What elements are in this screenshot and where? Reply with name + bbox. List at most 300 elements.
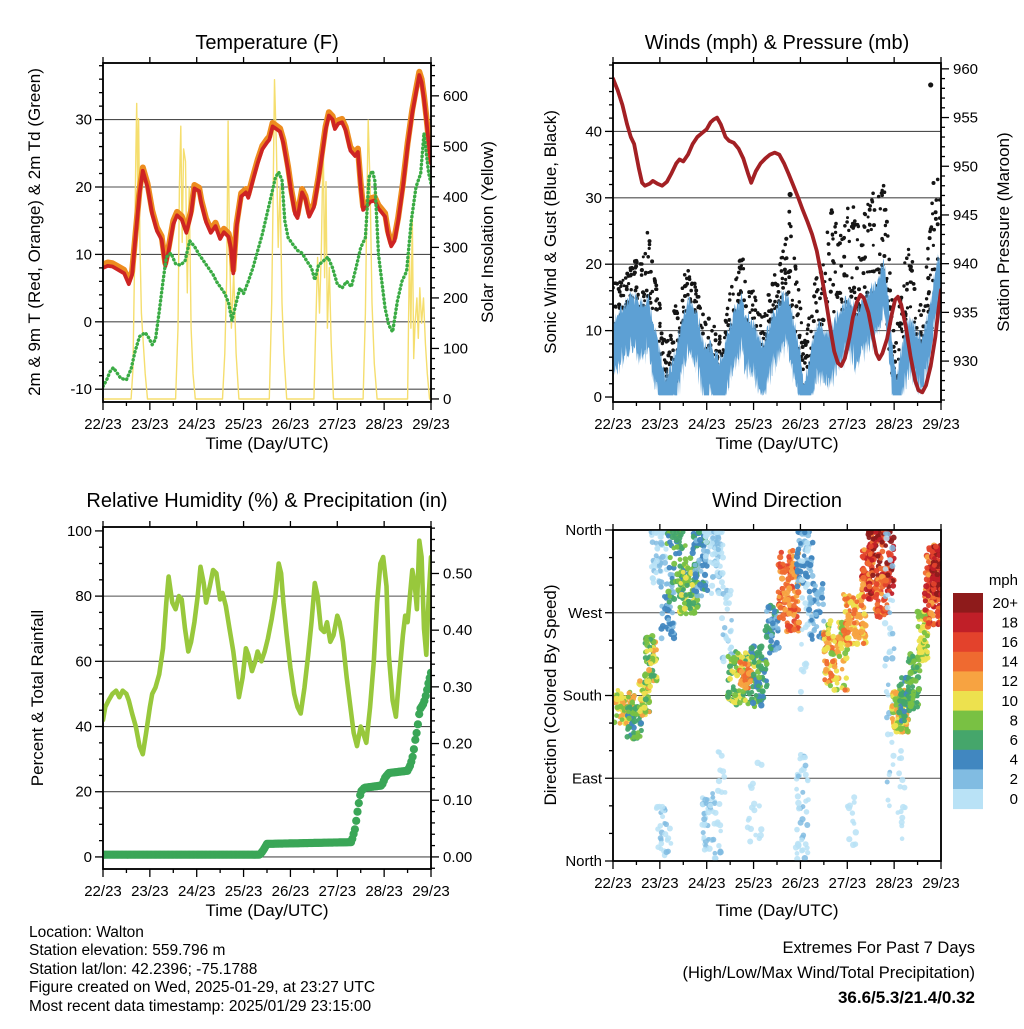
gust-dot xyxy=(791,299,794,302)
wind-direction-dot xyxy=(742,661,747,666)
wind-direction-dot xyxy=(898,748,904,754)
wind-direction-dot xyxy=(689,611,694,616)
gust-dot xyxy=(888,271,892,275)
wind-direction-dot xyxy=(720,543,725,548)
temperature-ylabel-left: 2m & 9m T (Red, Orange) & 2m Td (Green) xyxy=(25,68,44,396)
y2-tick-label: 0.50 xyxy=(443,565,473,583)
x-tick-label: 25/23 xyxy=(734,875,773,892)
gust-outlier-dot xyxy=(928,82,933,87)
wind-direction-dot xyxy=(743,650,748,655)
wind-direction-dot xyxy=(922,607,928,613)
colorbar-label: 2 xyxy=(1009,771,1018,789)
gust-dot xyxy=(846,216,849,219)
gust-dot xyxy=(926,276,930,280)
gust-dot xyxy=(934,210,938,214)
gust-dot xyxy=(701,313,705,317)
gust-dot xyxy=(790,303,794,307)
y2-tick-label: 0 xyxy=(443,390,452,408)
wind-direction-dot xyxy=(732,700,737,705)
gust-dot xyxy=(784,282,788,286)
humidity-precip-chart xyxy=(67,521,472,900)
gust-dot xyxy=(907,253,910,256)
gust-dot xyxy=(929,274,932,277)
wind-direction-dot xyxy=(805,548,811,554)
wind-direction-dot xyxy=(832,639,837,644)
wind-direction-dot xyxy=(701,830,706,835)
wind-direction-dot xyxy=(887,803,892,808)
gust-dot xyxy=(650,259,654,263)
wind-direction-dot xyxy=(934,577,940,583)
wind-direction-dot xyxy=(659,841,665,847)
gust-dot xyxy=(801,352,805,356)
gust-dot xyxy=(714,332,718,336)
gust-dot xyxy=(674,304,678,308)
wind-direction-dot xyxy=(668,594,673,599)
gust-dot xyxy=(751,303,754,306)
wind-direction-dot xyxy=(703,539,709,545)
wind-direction-dot xyxy=(658,626,664,632)
y2-tick-label: 0.40 xyxy=(443,622,473,640)
gust-dot xyxy=(753,296,757,300)
gust-dot xyxy=(838,241,842,245)
wind-direction-dot xyxy=(781,617,786,622)
wind-direction-dot xyxy=(883,577,889,583)
wind-direction-dot xyxy=(708,560,713,565)
temperature-xlabel: Time (Day/UTC) xyxy=(205,434,329,453)
wind-direction-dot xyxy=(681,570,686,575)
gust-dot xyxy=(815,309,819,313)
wind-direction-dot xyxy=(845,596,850,601)
wind-direction-dot xyxy=(886,798,891,803)
wind-direction-dot xyxy=(861,641,866,646)
gust-dot xyxy=(742,267,745,270)
wind-direction-dot xyxy=(911,693,916,698)
gust-dot xyxy=(783,268,787,272)
wind-direction-chart xyxy=(563,522,960,892)
wind-direction-dot xyxy=(898,809,903,814)
colorbar-swatch xyxy=(953,652,983,672)
wind-direction-dot xyxy=(671,596,677,602)
wind-direction-dot xyxy=(737,700,743,706)
wind-direction-dot xyxy=(777,564,782,569)
gust-dot xyxy=(806,327,810,331)
wind-direction-dot xyxy=(654,570,659,575)
gust-dot xyxy=(885,220,889,224)
wind-direction-dot xyxy=(764,679,769,684)
gust-dot xyxy=(882,254,886,258)
wind-direction-dot xyxy=(777,595,782,600)
gust-dot xyxy=(640,268,644,272)
wind-direction-dot xyxy=(824,661,829,666)
wind-direction-dot xyxy=(802,553,807,558)
gust-dot xyxy=(928,236,932,240)
gust-dot xyxy=(832,261,836,265)
gust-dot xyxy=(842,236,846,240)
wind-direction-dot xyxy=(717,822,723,828)
gust-dot xyxy=(796,312,800,316)
y2-tick-label: 960 xyxy=(953,60,979,78)
wind-direction-dot xyxy=(716,778,722,784)
wind-direction-dot xyxy=(851,794,857,800)
wind-direction-dot xyxy=(718,829,723,834)
wind-direction-dot xyxy=(769,633,774,638)
wind-direction-dot xyxy=(729,618,734,623)
wind-direction-dot xyxy=(654,553,659,558)
wind-direction-dot xyxy=(671,561,677,567)
y2-tick-label: 945 xyxy=(953,206,979,224)
wind-direction-dot xyxy=(697,537,703,543)
wind-direction-dot xyxy=(683,543,688,548)
wind-direction-dot xyxy=(840,667,845,672)
wind-direction-dot xyxy=(790,548,796,554)
colorbar-label: 0 xyxy=(1009,790,1018,808)
gust-dot xyxy=(906,306,909,309)
gust-dot xyxy=(625,287,629,291)
wind-direction-dot xyxy=(916,687,922,693)
gust-dot xyxy=(737,271,741,275)
gust-dot xyxy=(856,238,859,241)
wind-direction-dot xyxy=(834,649,840,655)
wind-direction-dot xyxy=(885,731,891,737)
figure-created-timestamp: Figure created on Wed, 2025-01-29, at 23:27 UTC xyxy=(29,979,376,996)
temperature-title: Temperature (F) xyxy=(195,32,339,54)
gust-dot xyxy=(853,219,857,223)
wind-direction-dot xyxy=(626,710,631,715)
wind-direction-dot xyxy=(855,599,860,604)
wind-direction-dot xyxy=(858,629,864,635)
wind-direction-dot xyxy=(696,558,702,564)
gust-dot xyxy=(809,330,812,333)
wind-direction-dot xyxy=(803,841,809,847)
wind-direction-dot xyxy=(709,583,715,589)
gust-dot xyxy=(913,321,916,324)
gust-dot xyxy=(635,285,639,289)
wind-direction-dot xyxy=(875,608,881,614)
gust-dot xyxy=(840,297,844,301)
gust-dot xyxy=(831,237,834,240)
gust-dot xyxy=(902,284,905,287)
wind-direction-dot xyxy=(748,679,753,684)
colorbar-label: 16 xyxy=(1001,634,1018,651)
wind-direction-dot xyxy=(676,550,682,556)
gust-dot xyxy=(669,337,673,341)
wind-direction-dot xyxy=(620,717,625,722)
gust-dot xyxy=(798,300,802,304)
wind-direction-dot xyxy=(749,805,755,811)
gust-dot xyxy=(912,282,916,286)
wind-direction-dot xyxy=(916,614,921,619)
gust-dot xyxy=(878,252,882,256)
gust-dot xyxy=(759,324,762,327)
gust-dot xyxy=(930,225,934,229)
precip-dot xyxy=(353,808,361,816)
wind-direction-dot xyxy=(874,568,880,574)
wind-direction-dot xyxy=(651,673,656,678)
wind-direction-dot xyxy=(721,632,726,637)
wind-direction-dot xyxy=(910,684,915,689)
gust-dot xyxy=(840,301,843,304)
wind-direction-dot xyxy=(868,544,874,550)
gust-dot xyxy=(882,184,886,188)
wind-direction-dot xyxy=(685,565,690,570)
wind-direction-dot xyxy=(899,777,905,783)
wind-direction-dot xyxy=(644,638,650,644)
gust-dot xyxy=(833,225,837,229)
wind-direction-dot xyxy=(828,683,833,688)
wind-direction-dot xyxy=(756,675,762,681)
precip-dot xyxy=(409,753,417,761)
wind-direction-dot xyxy=(646,667,652,673)
gust-dot xyxy=(619,285,622,288)
gust-dot xyxy=(872,223,876,227)
wind-direction-dot xyxy=(915,609,921,615)
wind-direction-dot xyxy=(908,701,914,707)
wind-direction-dot xyxy=(926,559,931,564)
gust-dot xyxy=(797,288,801,292)
wind-direction-dot xyxy=(905,728,911,734)
gust-dot xyxy=(686,282,690,286)
gust-dot xyxy=(850,276,853,279)
wind-direction-dot xyxy=(748,826,754,832)
wind-direction-dot xyxy=(681,587,686,592)
y-tick-label: 40 xyxy=(585,123,602,141)
y-tick-label: 0 xyxy=(83,313,92,331)
gust-dot xyxy=(787,210,791,214)
extremes-subtitle: (High/Low/Max Wind/Total Precipitation) xyxy=(682,964,975,982)
gust-dot xyxy=(872,244,875,247)
wind-direction-dot xyxy=(721,774,727,780)
gust-dot xyxy=(701,332,705,336)
gust-dot xyxy=(794,304,798,308)
wind-direction-dot xyxy=(747,816,752,821)
gust-dot xyxy=(926,247,930,251)
wind-direction-dot xyxy=(828,650,834,656)
wind-direction-dot xyxy=(786,585,792,591)
gust-dot xyxy=(725,313,729,317)
x-tick-label: 23/23 xyxy=(131,883,169,900)
wind-direction-dot xyxy=(703,553,709,559)
gust-dot xyxy=(751,308,754,311)
wind-direction-dot xyxy=(715,535,721,541)
wind-direction-dot xyxy=(926,603,931,608)
gust-dot xyxy=(901,330,904,333)
gust-dot xyxy=(884,224,887,227)
wind-direction-dot xyxy=(638,696,644,702)
wind-direction-dot xyxy=(781,586,786,591)
wind-direction-dot xyxy=(908,670,914,676)
gust-dot xyxy=(635,260,639,264)
wind-direction-dot xyxy=(668,555,673,560)
wind-direction-dot xyxy=(926,593,931,598)
gust-dot xyxy=(693,285,697,289)
y-tick-label: 60 xyxy=(75,653,92,671)
gust-dot xyxy=(815,276,819,280)
colorbar-swatch xyxy=(953,769,983,789)
wind-direction-dot xyxy=(823,669,828,674)
wind-direction-dot xyxy=(666,849,671,854)
wind-direction-dot xyxy=(850,810,855,815)
wind-direction-dot xyxy=(897,756,902,761)
wind-direction-dot xyxy=(837,654,842,659)
y2-tick-label: 0.10 xyxy=(443,792,473,810)
gust-dot xyxy=(909,305,912,308)
wind-direction-dot xyxy=(716,749,721,754)
wind-direction-dot xyxy=(890,583,896,589)
wind-direction-dot xyxy=(805,850,810,855)
gust-dot xyxy=(794,267,798,271)
colorbar-swatch xyxy=(953,750,983,770)
wind-direction-dot xyxy=(917,658,922,663)
gust-dot xyxy=(935,198,939,202)
gust-dot xyxy=(775,283,779,287)
gust-dot xyxy=(785,256,789,260)
wind-direction-dot xyxy=(795,793,801,799)
wind-direction-dot xyxy=(747,839,753,845)
y2-tick-label: 950 xyxy=(953,158,979,176)
gust-dot xyxy=(736,276,739,279)
wind-direction-dot xyxy=(722,625,727,630)
gust-dot xyxy=(913,287,917,291)
wind-direction-dot xyxy=(770,620,776,626)
gust-dot xyxy=(831,211,835,215)
wind-direction-dot xyxy=(892,646,897,651)
wind-direction-dot xyxy=(668,622,673,627)
wind-direction-dot xyxy=(799,768,805,774)
gust-dot xyxy=(814,301,818,305)
wind-direction-dot xyxy=(667,599,672,604)
wind-direction-dot xyxy=(887,610,892,615)
gust-dot xyxy=(752,290,755,293)
wind-direction-dot xyxy=(756,684,761,689)
wind-direction-dot xyxy=(778,605,784,611)
colorbar-label: 12 xyxy=(1001,673,1018,691)
wind-direction-dot xyxy=(758,702,764,708)
gust-dot xyxy=(793,257,797,261)
wind-direction-dot xyxy=(682,606,688,612)
wind-direction-dot xyxy=(654,804,660,810)
wind-direction-dot xyxy=(926,620,932,626)
wind-direction-dot xyxy=(830,659,836,665)
wind-direction-dot xyxy=(658,540,664,546)
gust-dot xyxy=(849,295,853,299)
y-tick-label: 30 xyxy=(75,111,92,129)
gust-dot xyxy=(789,225,793,229)
y2-tick-label: 955 xyxy=(953,109,979,127)
wind-direction-dot xyxy=(883,656,889,662)
gust-dot xyxy=(703,321,707,325)
wind-direction-dot xyxy=(846,612,851,617)
y-tick-label: 10 xyxy=(585,322,602,340)
precip-dot xyxy=(414,720,422,728)
wind-direction-dot xyxy=(796,774,801,779)
wind-direction-dot xyxy=(665,589,671,595)
wind-direction-dot xyxy=(845,630,851,636)
wind-direction-dot xyxy=(899,815,905,821)
series-temp-9m-orange xyxy=(103,72,431,281)
temperature-chart xyxy=(70,57,468,433)
wind-direction-dot xyxy=(791,613,796,618)
wind-direction-dot xyxy=(654,546,660,552)
gust-dot xyxy=(739,290,743,294)
wind-direction-dot xyxy=(795,842,801,848)
gust-dot xyxy=(627,282,630,285)
wind-direction-dot xyxy=(890,631,896,637)
gust-dot xyxy=(816,288,820,292)
wind-direction-dot xyxy=(854,629,859,634)
gust-dot xyxy=(658,325,661,328)
wind-direction-dot xyxy=(747,691,752,696)
gust-dot xyxy=(828,278,832,282)
y-tick-label: 80 xyxy=(75,588,92,606)
wind-direction-dot xyxy=(891,762,896,767)
wind-direction-dot xyxy=(883,566,888,571)
x-tick-label: 24/23 xyxy=(687,416,726,433)
x-tick-label: 22/23 xyxy=(594,875,632,892)
gust-dot xyxy=(701,326,704,329)
wind-direction-dot xyxy=(758,832,764,838)
gust-dot xyxy=(686,293,690,297)
wind-direction-dot xyxy=(854,641,860,647)
gust-dot xyxy=(834,222,838,226)
wind-direction-dot xyxy=(659,635,665,641)
winds-xlabel: Time (Day/UTC) xyxy=(715,434,839,453)
wind-direction-dot xyxy=(791,627,797,633)
gust-dot xyxy=(834,270,837,273)
gust-dot xyxy=(643,293,647,297)
gust-dot xyxy=(614,305,618,309)
wind-direction-dot xyxy=(743,698,748,703)
gust-dot xyxy=(910,269,914,273)
wind-direction-dot xyxy=(831,687,837,693)
series-sonic-wind-blue xyxy=(613,253,941,395)
gust-dot xyxy=(887,258,891,262)
wind-direction-dot xyxy=(915,700,920,705)
y2-tick-label: 0.20 xyxy=(443,735,473,753)
wind-direction-dot xyxy=(875,554,880,559)
wind-direction-dot xyxy=(729,668,734,673)
wind-direction-dot xyxy=(749,785,755,791)
wind-direction-dot xyxy=(718,849,724,855)
y2-tick-label: 940 xyxy=(953,255,979,273)
wind-direction-dot xyxy=(759,663,764,668)
gust-dot xyxy=(783,243,787,247)
wind-direction-dot xyxy=(800,558,806,564)
wind-direction-dot xyxy=(647,684,653,690)
wind-direction-dot xyxy=(736,651,741,656)
wind-direction-dot xyxy=(806,797,811,802)
wind-direction-dot xyxy=(795,800,801,806)
gust-dot xyxy=(926,304,930,308)
gust-dot xyxy=(748,295,751,298)
wind-direction-dot xyxy=(807,589,813,595)
y2-tick-label: 0.00 xyxy=(443,848,473,866)
gust-dot xyxy=(868,223,871,226)
gust-dot xyxy=(879,207,882,210)
wind-direction-dot xyxy=(690,550,696,556)
gust-dot xyxy=(743,280,747,284)
gust-dot xyxy=(781,286,785,290)
wind-direction-dot xyxy=(868,552,873,557)
wind-direction-dot xyxy=(886,650,891,655)
wind-direction-dot xyxy=(897,683,902,688)
gust-dot xyxy=(880,194,884,198)
gust-dot xyxy=(682,306,685,309)
wind-direction-dot xyxy=(845,642,850,647)
x-tick-label: 26/23 xyxy=(781,416,820,433)
gust-dot xyxy=(655,287,659,291)
wind-direction-dot xyxy=(910,654,915,659)
gust-dot xyxy=(777,290,781,294)
